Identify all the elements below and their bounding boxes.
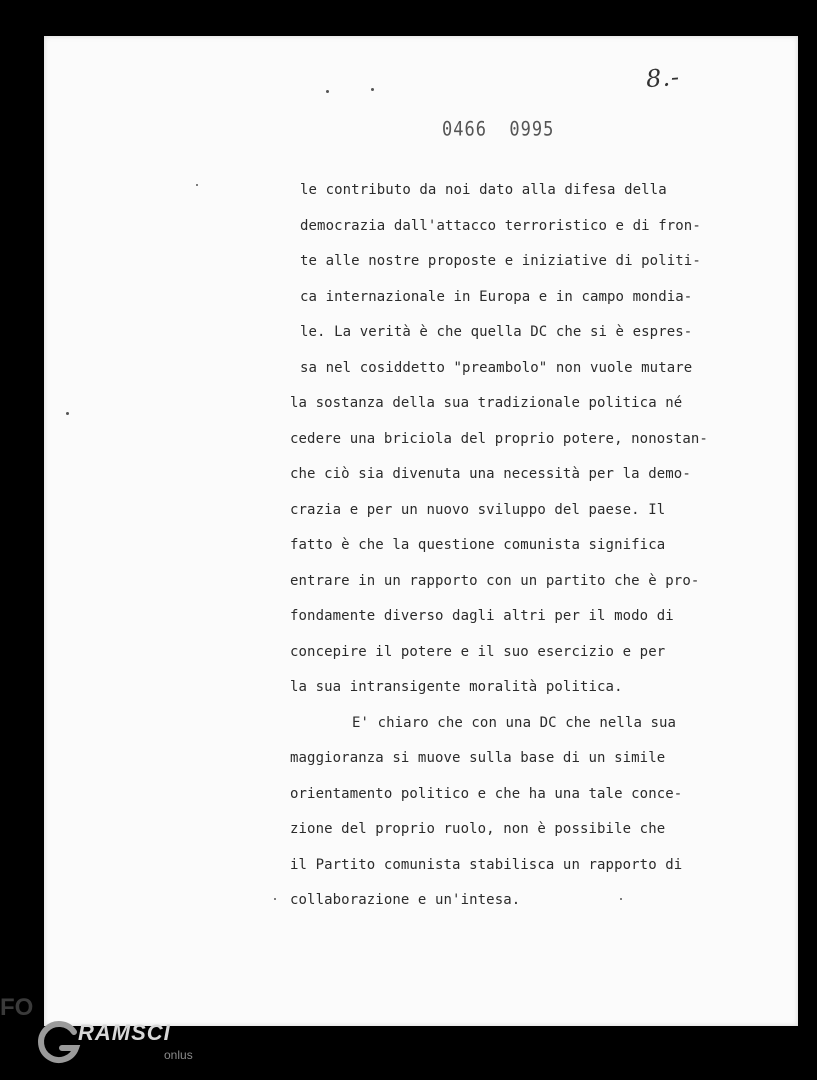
watermark-brand: RAMSCI [78, 1020, 171, 1045]
text-line: la sostanza della sua tradizionale politica né [290, 395, 683, 411]
scan-speck [274, 898, 276, 900]
text-line: crazia e per un nuovo sviluppo del paese. Il [290, 501, 666, 518]
text-line: sa nel cosiddetto "preambolo" non vuole mutare [300, 359, 693, 376]
text-line: concepire il potere e il suo esercizio e per [290, 643, 666, 660]
text-line: ca internazionale in Europa e in campo mondia- [300, 288, 693, 305]
text-line: zione del proprio ruolo, non è possibile che [290, 821, 666, 837]
gramsci-g-logo-icon [34, 1018, 82, 1066]
text-line-indented: E' chiaro che con una DC che nella sua [352, 714, 677, 731]
scan-speck [326, 90, 329, 93]
text-line: maggioranza si muove sulla base di un simile [290, 750, 666, 766]
text-line: fondamente diverso dagli altri per il modo di [290, 608, 674, 624]
text-line: le contributo da noi dato alla difesa della [300, 182, 667, 198]
text-line: fatto è che la questione comunista significa [290, 537, 666, 553]
scan-speck [620, 898, 622, 900]
archive-stamp-number: 0466 0995 [442, 118, 555, 141]
text-line: il Partito comunista stabilisca un rapporto di [290, 856, 683, 873]
text-line: entrare in un rapporto con un partito che è pro- [290, 572, 700, 589]
text-line: democrazia dall'attacco terroristico e di fron- [300, 217, 701, 234]
text-line: te alle nostre proposte e iniziative di politi- [300, 253, 701, 269]
scan-speck [371, 88, 374, 91]
text-line: collaborazione e un'intesa. [290, 892, 521, 908]
text-line: orientamento politico e che ha una tale conce- [290, 785, 683, 802]
scan-speck [196, 184, 198, 186]
watermark-suffix: onlus [164, 1048, 193, 1062]
text-line: le. La verità è che quella DC che si è espres- [300, 324, 693, 340]
text-line: la sua intransigente moralità politica. [290, 679, 623, 695]
watermark-prefix: FO [0, 994, 34, 1021]
text-line: cedere una briciola del proprio potere, nonostan- [290, 430, 708, 447]
text-line: che ciò sia divenuta una necessità per la demo- [290, 466, 691, 482]
archive-watermark [0, 990, 210, 1080]
scan-speck [66, 412, 69, 415]
typewritten-text [290, 178, 750, 924]
handwritten-page-number: 8.- [645, 62, 681, 94]
